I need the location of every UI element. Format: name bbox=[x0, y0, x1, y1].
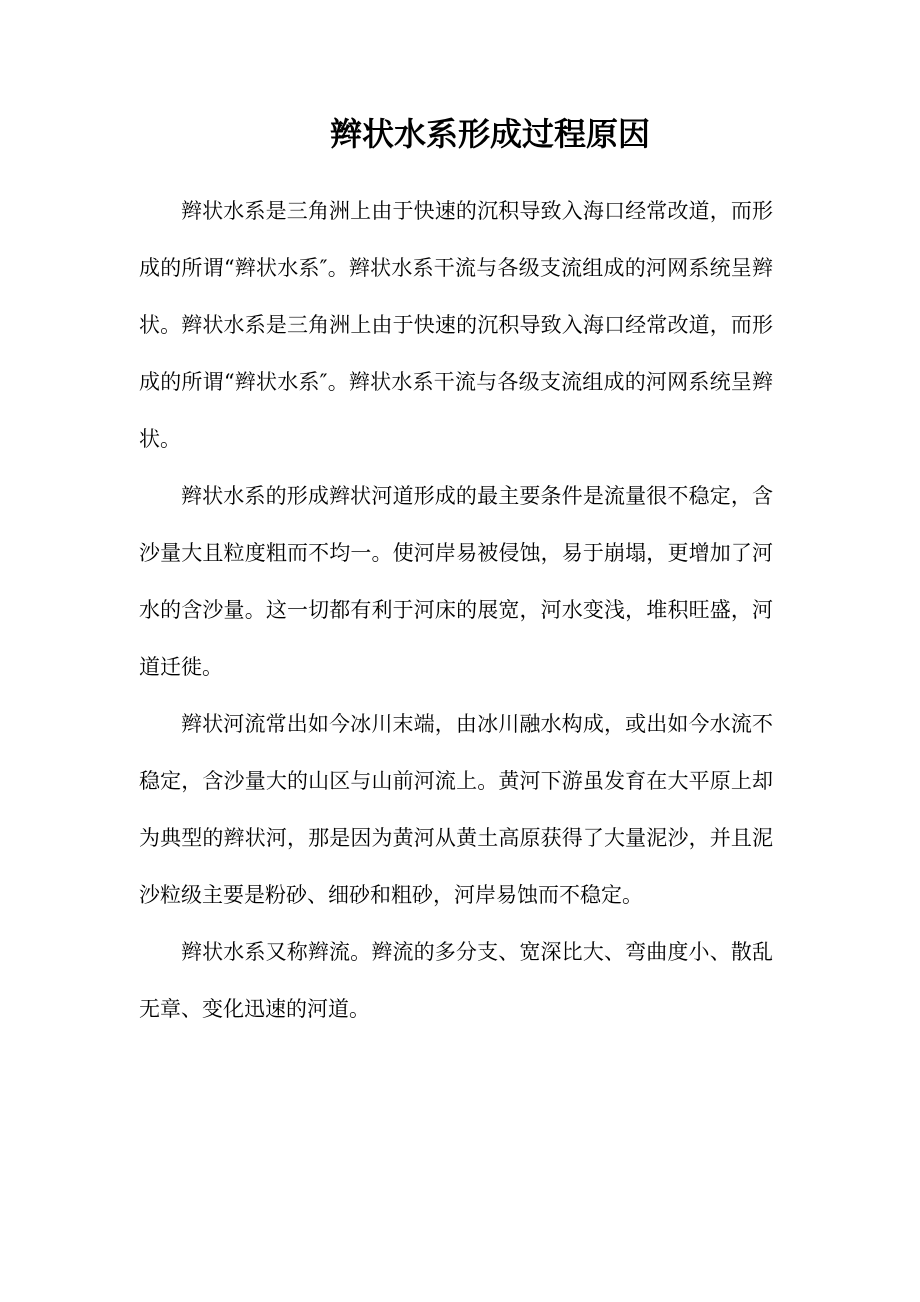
paragraph-1: 辫状水系是三角洲上由于快速的沉积导致入海口经常改道，而形成的所谓“辫状水系″。辫状水系干流与各级支流组成的河网系统呈辫状。辫状水系是三角洲上由于快速的沉积导致入海口经常改道，而形成的所谓“辫状水系″。辫状水系干流与各级支流组成的河网系统呈辫状。 bbox=[139, 199, 773, 451]
paragraph-2: 辫状水系的形成辫状河道形成的最主要条件是流量很不稳定，含沙量大且粒度粗而不均一。使河岸易被侵蚀，易于崩塌，更增加了河水的含沙量。这一切都有利于河床的展宽，河水变浅，堆积旺盛，河道迁徙。 bbox=[139, 484, 773, 679]
paragraph-4: 辫状水系又称辫流。辫流的多分支、宽深比大、弯曲度小、散乱无章、变化迅速的河道。 bbox=[139, 940, 773, 1021]
paragraph-3: 辫状河流常出如今冰川末端，由冰川融水构成，或出如今水流不稳定，含沙量大的山区与山前河流上。黄河下游虽发育在大平原上却为典型的辫状河，那是因为黄河从黄土高原获得了大量泥沙，并且泥沙粒级主要是粉砂、细砂和粗砂，河岸易蚀而不稳定。 bbox=[139, 712, 773, 907]
document-title: 辫状水系形成过程原因 bbox=[329, 115, 650, 153]
document-body bbox=[139, 183, 773, 1038]
